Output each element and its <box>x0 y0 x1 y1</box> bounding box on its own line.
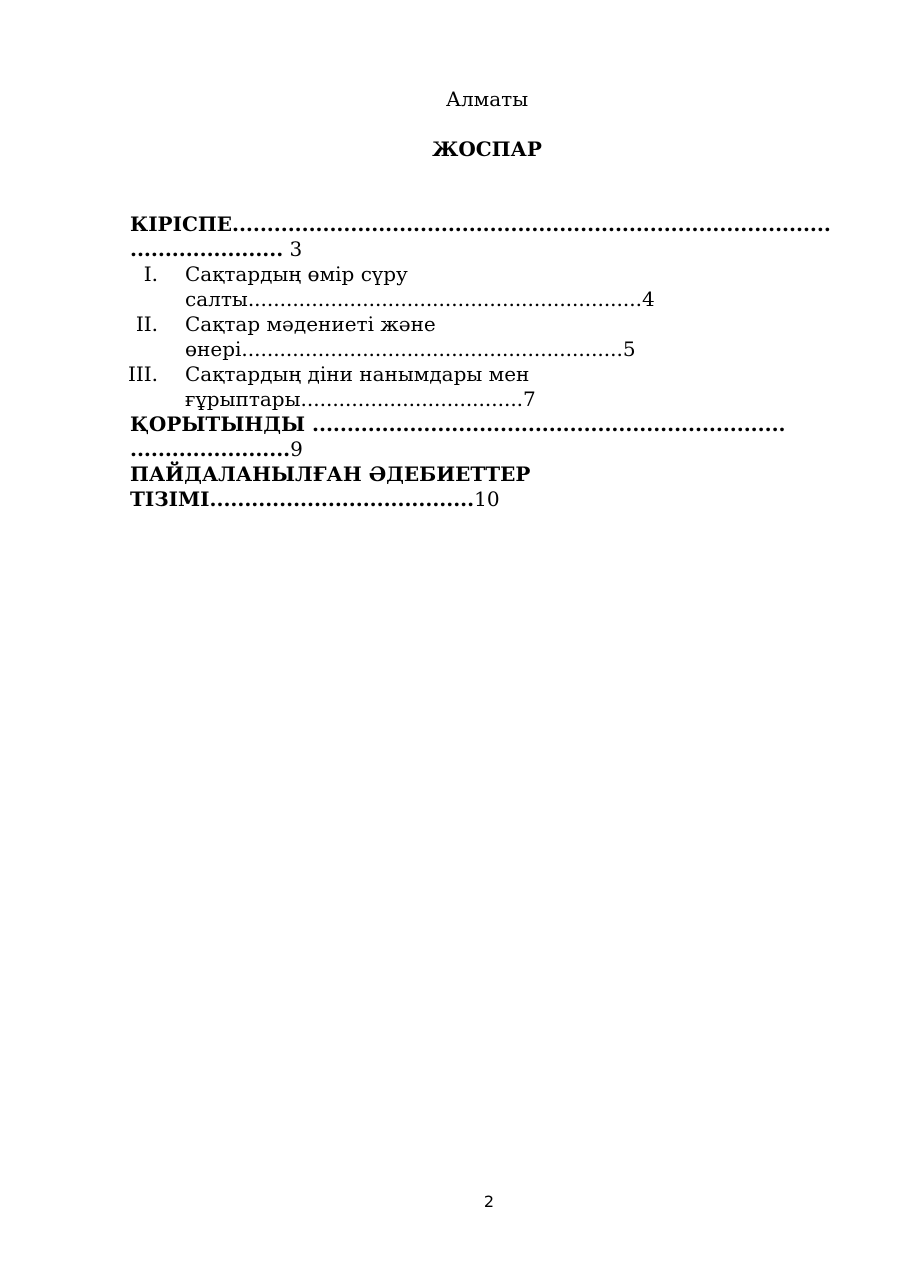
toc-entry-item-1 <box>130 262 845 312</box>
toc-item-title: Сақтардың өмір сүру <box>185 262 408 286</box>
toc-item-text <box>185 262 655 312</box>
toc-references-leader <box>130 487 845 512</box>
toc-intro-title: КІРІСПЕ...................................................................................... <box>130 212 831 236</box>
toc-references-page: 10 <box>474 487 500 511</box>
toc-conclusion-title: ҚОРЫТЫНДЫ .................................................................... <box>130 412 786 436</box>
toc-item-number: II. <box>135 312 158 336</box>
toc-item-number: III. <box>127 362 158 386</box>
city-name: Алматы <box>445 87 529 111</box>
toc-conclusion-leader <box>130 437 845 462</box>
toc-item-text <box>185 312 636 362</box>
toc-references-title: ПАЙДАЛАНЫЛҒАН ӘДЕБИЕТТЕР <box>130 462 531 486</box>
toc-entry-item-3 <box>127 362 845 412</box>
toc-intro-page: 3 <box>283 237 303 261</box>
table-of-contents <box>127 212 845 512</box>
page-number: 2 <box>483 1192 495 1211</box>
toc-intro-leader <box>130 237 845 262</box>
toc-conclusion-dots: ....................... <box>130 437 291 461</box>
toc-entry-item-2 <box>130 312 845 362</box>
toc-entry-conclusion <box>130 412 845 462</box>
toc-intro-dots: ...................... <box>130 237 284 261</box>
toc-conclusion-page: 9 <box>290 437 303 461</box>
toc-entry-references <box>130 462 845 512</box>
toc-item-leader: өнері............................................................5 <box>185 337 636 361</box>
toc-item-number: I. <box>143 262 158 286</box>
toc-item-text <box>185 362 536 412</box>
toc-item-title: Сақтардың діни нанымдары мен <box>185 362 530 386</box>
toc-item-leader: салты..............................................................4 <box>185 287 655 311</box>
document-title: ЖОСПАР <box>432 137 542 161</box>
toc-entry-intro <box>130 212 845 262</box>
toc-item-title: Сақтар мәдениеті және <box>185 312 436 336</box>
toc-references-dots: ТІЗІМІ...................................... <box>130 487 475 511</box>
toc-item-leader: ғұрыптары...................................7 <box>185 387 536 411</box>
